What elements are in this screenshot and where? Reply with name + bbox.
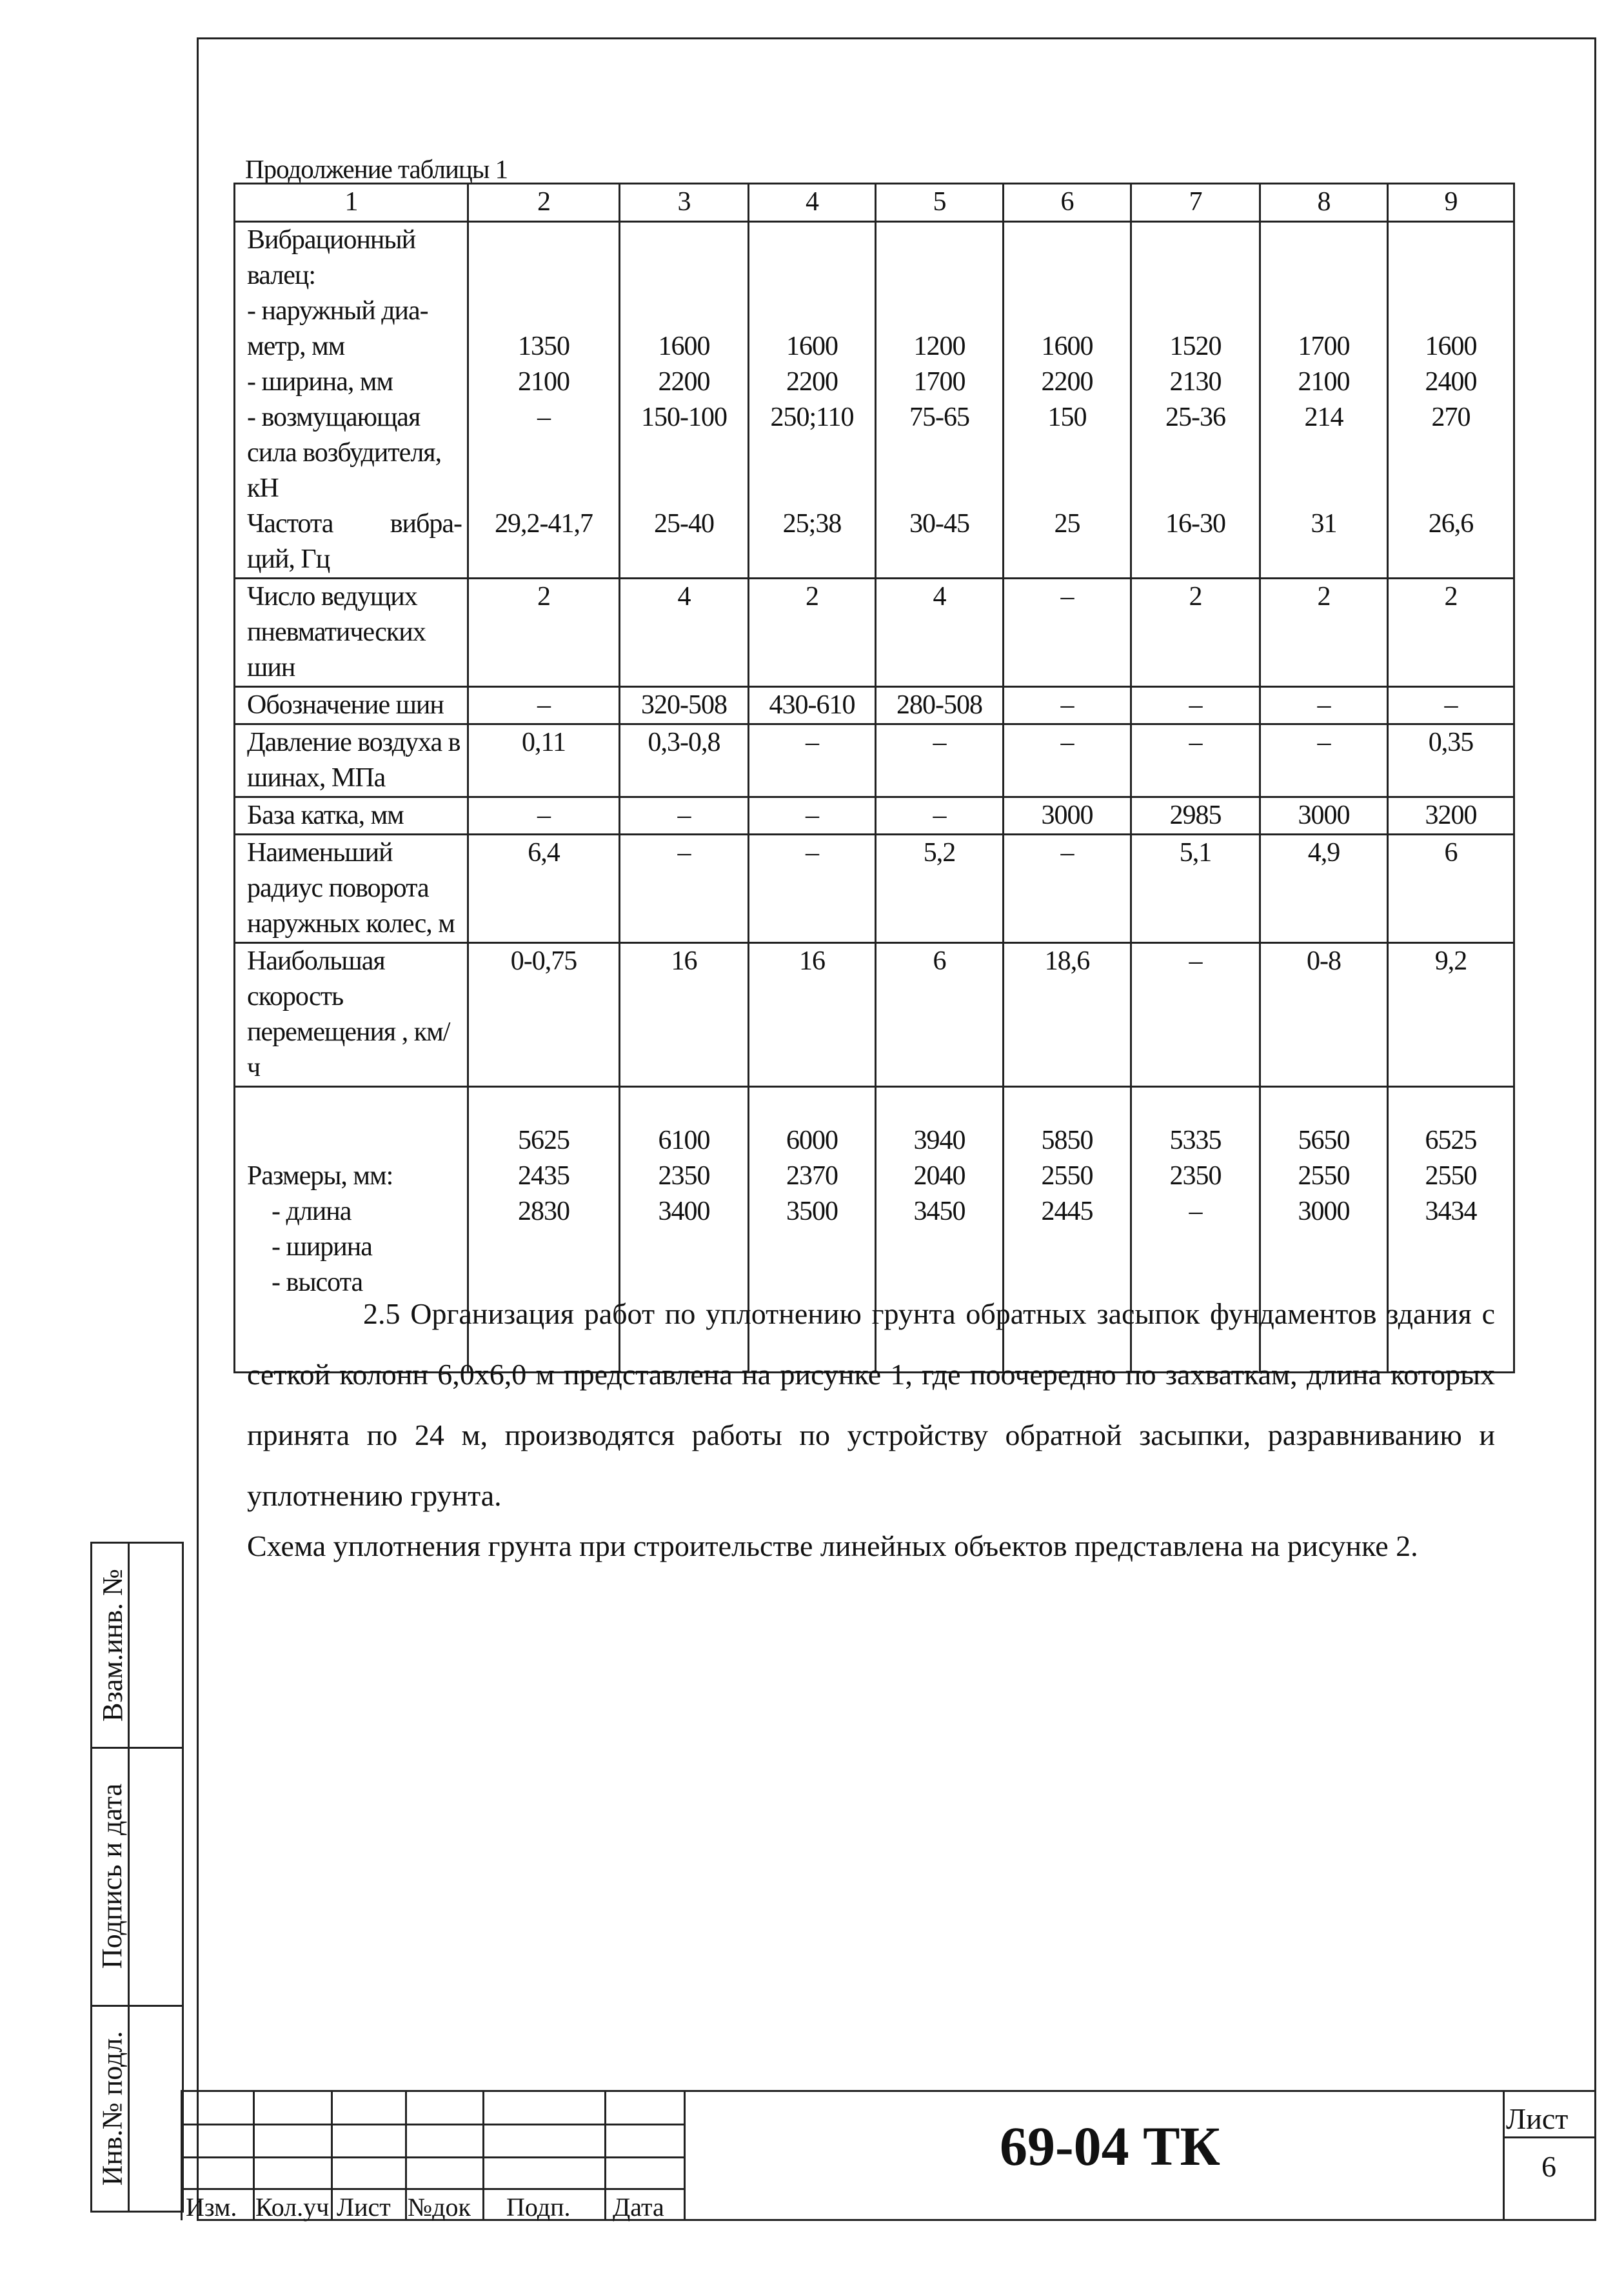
value: 1600 [786, 332, 838, 361]
tb-col-label: №док [408, 2193, 471, 2222]
row-value: – [876, 724, 1004, 797]
row-label: Число ведущих пневматических шин [235, 579, 468, 687]
value: 2100 [518, 367, 569, 397]
value: 214 [1304, 403, 1343, 432]
stamp-replace-inv [96, 1544, 128, 1747]
value: 2350 [658, 1161, 710, 1191]
label-line: сила возбудителя, [247, 438, 442, 468]
row-value: – [1131, 943, 1260, 1087]
tb-col-label: Дата [613, 2193, 664, 2222]
row-value: 3000 [1004, 797, 1131, 835]
table-row [235, 687, 1514, 724]
header-cell: 7 [1131, 184, 1260, 222]
row-value: 4,9 [1260, 835, 1388, 943]
value: 2350 [1169, 1161, 1222, 1191]
header-cell: 4 [749, 184, 876, 222]
row-value: – [749, 797, 876, 835]
value: 2100 [1298, 367, 1350, 397]
row-value: – [620, 797, 749, 835]
value: 150 [1047, 403, 1087, 432]
value: 3450 [913, 1197, 965, 1226]
value: 5625 [518, 1126, 569, 1155]
stamp-label: Взам.инв. № [96, 1569, 128, 1722]
row-value: – [876, 797, 1004, 835]
label-word: вибра- [390, 509, 462, 539]
value: – [537, 403, 550, 432]
title-block [181, 2090, 1596, 2221]
vibro-cell [749, 222, 876, 579]
table-row [235, 579, 1514, 687]
sheet-label: Лист [1506, 2102, 1569, 2135]
stamp-label: Подпись и дата [96, 1783, 128, 1969]
value: 16-30 [1165, 509, 1225, 539]
table-row [235, 943, 1514, 1087]
value: 1600 [1041, 332, 1093, 361]
row-value: 2 [1388, 579, 1514, 687]
value: 2550 [1041, 1161, 1093, 1191]
side-stamp [90, 1542, 184, 2213]
row-label: Обозначение шин [235, 687, 468, 724]
row-label: Наименьший радиус поворота наружных колес, м [235, 835, 468, 943]
value: 3000 [1298, 1197, 1350, 1226]
value: 2130 [1169, 367, 1222, 397]
label-line: метр, мм [247, 332, 345, 361]
paragraph-scheme: Схема уплотнения грунта при строительстве линейных объектов представлена на рисунке 2. [247, 1529, 1418, 1562]
header-cell: 8 [1260, 184, 1388, 222]
vibro-cell [876, 222, 1004, 579]
value: 1700 [913, 367, 965, 397]
specs-table [233, 183, 1515, 1373]
row-value: – [1004, 687, 1131, 724]
row-value: 280-508 [876, 687, 1004, 724]
document-code: 69-04 ТК [1000, 2115, 1220, 2177]
value: 2445 [1041, 1197, 1093, 1226]
row-label: Наибольшая скорость перемещения , км/ч [235, 943, 468, 1087]
header-cell: 9 [1388, 184, 1514, 222]
header-cell: 2 [468, 184, 620, 222]
row-value: – [1388, 687, 1514, 724]
vibro-cell [1260, 222, 1388, 579]
row-value: – [468, 797, 620, 835]
row-value: 0,3-0,8 [620, 724, 749, 797]
row-value: – [620, 835, 749, 943]
row-value: 0,35 [1388, 724, 1514, 797]
value: 2435 [518, 1161, 569, 1191]
row-value: 6,4 [468, 835, 620, 943]
header-cell: 6 [1004, 184, 1131, 222]
row-value: – [749, 724, 876, 797]
freq-label-line [247, 506, 462, 542]
row-value: 2 [749, 579, 876, 687]
row-value: 9,2 [1388, 943, 1514, 1087]
row-value: – [1131, 724, 1260, 797]
tb-col-label: Подп. [506, 2193, 571, 2222]
header-cell: 3 [620, 184, 749, 222]
label-line: - наружный диа- [247, 296, 428, 326]
value: 3400 [658, 1197, 710, 1226]
value: 2200 [658, 367, 710, 397]
value: 5850 [1041, 1126, 1093, 1155]
value: 3940 [913, 1126, 965, 1155]
vibro-cell [468, 222, 620, 579]
value: 1700 [1298, 332, 1350, 361]
table-row [235, 835, 1514, 943]
table-header-row [235, 184, 1514, 222]
value: 25;38 [782, 509, 842, 539]
row-value: – [1260, 687, 1388, 724]
row-value: 6 [1388, 835, 1514, 943]
label-word: Частота [247, 509, 333, 539]
value: 1350 [518, 332, 569, 361]
row-value: 0-8 [1260, 943, 1388, 1087]
stamp-inv-original [96, 2005, 128, 2211]
row-value: 2 [468, 579, 620, 687]
label-line: - ширина, мм [247, 367, 393, 397]
header-cell: 1 [235, 184, 468, 222]
row-value: – [1260, 724, 1388, 797]
label-line: - возмущающая [247, 403, 421, 432]
value: 6000 [786, 1126, 838, 1155]
tb-col-label: Кол.уч [255, 2193, 330, 2222]
value: 2550 [1298, 1161, 1350, 1191]
tb-col-label: Изм. [186, 2193, 237, 2222]
value: 5335 [1169, 1126, 1222, 1155]
value: 2040 [913, 1161, 965, 1191]
value: 31 [1311, 509, 1337, 539]
value: 2370 [786, 1161, 838, 1191]
row-value: – [1004, 579, 1131, 687]
sheet-number: 6 [1541, 2150, 1556, 2183]
vibro-cell [1004, 222, 1131, 579]
row-value: – [468, 687, 620, 724]
value: 29,2-41,7 [495, 509, 593, 539]
row-value: 16 [620, 943, 749, 1087]
vibro-cell [1388, 222, 1514, 579]
tb-col-label: Лист [337, 2193, 391, 2222]
row-label: База катка, мм [235, 797, 468, 835]
value: 2200 [1041, 367, 1093, 397]
vibro-cell [620, 222, 749, 579]
label-line: - длина [247, 1197, 352, 1226]
row-value: 5,2 [876, 835, 1004, 943]
value: 1520 [1169, 332, 1222, 361]
row-value: 320-508 [620, 687, 749, 724]
row-value: 5,1 [1131, 835, 1260, 943]
row-value: 2 [1260, 579, 1388, 687]
label-line: валец: [247, 261, 316, 290]
label-line: кН [247, 473, 279, 503]
value: 75-65 [909, 403, 969, 432]
row-value: 2985 [1131, 797, 1260, 835]
value: 2830 [518, 1197, 569, 1226]
row-value: – [749, 835, 876, 943]
value: 6100 [658, 1126, 710, 1155]
value: – [1189, 1197, 1202, 1226]
row-value: 16 [749, 943, 876, 1087]
value: 2550 [1425, 1161, 1477, 1191]
row-value: 3000 [1260, 797, 1388, 835]
label-line: Размеры, мм: [247, 1161, 393, 1191]
value: 250;110 [770, 403, 854, 432]
row-value: 2 [1131, 579, 1260, 687]
stamp-label: Инв.№ подл. [96, 2031, 128, 2185]
row-value: 18,6 [1004, 943, 1131, 1087]
paragraph-organization: 2.5 Организация работ по уплотнению грунта обратных засыпок фундаментов здания с сеткой колонн 6,0х6,0 м представлена на рисунке 1, где поочередно по захваткам, длина которых принята по 24 м, производятся работы по устройству обратной засыпки, разравниванию и уплотнению грунта. [247, 1297, 1495, 1512]
value: 25 [1054, 509, 1080, 539]
row-label: Давление воздуха в шинах, МПа [235, 724, 468, 797]
row-value: – [1004, 835, 1131, 943]
label-line: ций, Гц [247, 544, 330, 574]
value: 25-40 [654, 509, 714, 539]
table-caption: Продолжение таблицы 1 [245, 154, 508, 184]
value: 1200 [913, 332, 965, 361]
row-value: 6 [876, 943, 1004, 1087]
value: 25-36 [1165, 403, 1225, 432]
value: 5650 [1298, 1126, 1350, 1155]
header-cell: 5 [876, 184, 1004, 222]
row-value: 0-0,75 [468, 943, 620, 1087]
value: 26,6 [1428, 509, 1474, 539]
value: 2400 [1425, 367, 1477, 397]
row-value: – [1004, 724, 1131, 797]
value: 150-100 [641, 403, 727, 432]
label-line: Вибрационный [247, 225, 416, 255]
value: 1600 [658, 332, 710, 361]
row-value: – [1131, 687, 1260, 724]
table-row [235, 724, 1514, 797]
label-line: - ширина [247, 1232, 372, 1262]
value: 2200 [786, 367, 838, 397]
value: 3500 [786, 1197, 838, 1226]
value: 30-45 [909, 509, 969, 539]
table-row [235, 797, 1514, 835]
row-value: 4 [876, 579, 1004, 687]
stamp-signature-date [96, 1747, 128, 2005]
row-value: 3200 [1388, 797, 1514, 835]
vibro-cell [1131, 222, 1260, 579]
value: 6525 [1425, 1126, 1477, 1155]
table-row-vibro [235, 222, 1514, 579]
value: 1600 [1425, 332, 1477, 361]
row-value: 4 [620, 579, 749, 687]
row-value: 430-610 [749, 687, 876, 724]
row-value: 0,11 [468, 724, 620, 797]
value: 3434 [1425, 1197, 1477, 1226]
label-line: - высота [247, 1268, 363, 1297]
value: 270 [1431, 403, 1471, 432]
vibro-label-cell [235, 222, 468, 579]
